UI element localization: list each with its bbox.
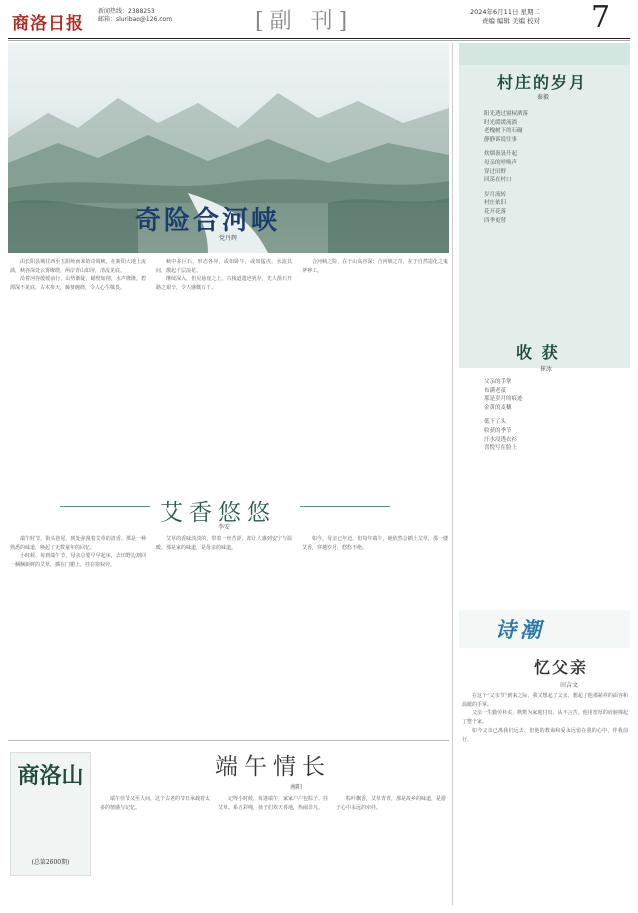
article1-paragraph: 峡中多巨石，形态各异，或如卧牛，或如猛虎，水流其间，激起千层浪花。 — [156, 259, 292, 274]
poem3-paragraph: 在这个“父亲节”到来之际，我又想起了父亲，想起了他那慈祥的面容和温暖的手掌。 — [462, 693, 628, 708]
article2-paragraph: 小时候，每到端午节，母亲总要早早起床，去田野边割回一捆捆新鲜的艾草，插在门楣上，挂在窗棂旁。 — [10, 553, 146, 569]
article3-column-3 — [336, 795, 446, 905]
poem-line: 岁月流转 — [484, 191, 507, 198]
poem-line: 静静诉说往事 — [484, 136, 518, 143]
newspaper-logo: 商洛日报 — [12, 14, 84, 34]
poem-line: 花开花落 — [484, 208, 507, 215]
poem2-body — [484, 378, 614, 453]
poem-line: 喜悦写在脸上 — [484, 445, 518, 452]
article3-title: 端午情长 — [215, 754, 331, 780]
poem-line: 那是岁月的痕迹 — [484, 396, 523, 403]
poem1-title: 村庄的岁月 — [497, 73, 588, 92]
article2-column-2 — [156, 535, 292, 735]
shangluoshan-logo-box — [10, 752, 91, 876]
poem-line: 炊烟袅袅升起 — [484, 151, 518, 158]
article1-paragraph: 合河峡之险，在于山高谷深；合河峡之奇，在于自然造化之鬼斧神工。 — [302, 259, 448, 274]
header-contact — [98, 8, 172, 24]
header-date — [470, 8, 540, 26]
article2-title: 艾香悠悠 — [160, 500, 276, 526]
email-text: 邮箱：sluribao@126.com — [98, 16, 173, 23]
poem2-author: 崔冰 — [540, 366, 553, 373]
poem-line: 金黄的麦穗 — [484, 404, 512, 411]
article1-column-1 — [10, 258, 146, 486]
article1-column-3 — [302, 258, 448, 486]
poem3-author: 田吉文 — [560, 682, 579, 689]
poem-line: 布满老茧 — [484, 387, 507, 394]
article2-author: 李安 — [218, 524, 231, 531]
article1-paragraph: 继续深入，但见悬崖之上，古栈道遗迹犹存，先人凿石开路之艰辛，令人感慨万千。 — [156, 276, 292, 292]
poem-line: 老槐树下的石碾 — [484, 128, 523, 135]
poem3-paragraph: 父亲一生勤劳朴实，默默为家庭付出，从不言苦。他用宽厚的肩膀撑起了整个家。 — [462, 710, 628, 726]
header-divider-thin — [8, 40, 630, 41]
poem2-title: 收 获 — [516, 343, 560, 362]
poem-line: 汗水浸透衣衫 — [484, 436, 518, 443]
poem-line: 时光缓缓流淌 — [484, 119, 518, 126]
poem1-body — [484, 110, 614, 225]
poem-line: 收获的季节 — [484, 427, 512, 434]
section-title: [副 刊] — [255, 9, 354, 34]
article1-column-2 — [156, 258, 292, 486]
header-divider — [8, 38, 630, 39]
title-rule-left — [60, 506, 150, 507]
article2-column-3 — [302, 535, 448, 735]
article2-paragraph: 如今，母亲已年迈，但每年端午，她依然会插上艾草，那一缕艾香，穿越岁月，悠悠不绝。 — [302, 536, 448, 551]
article2-column-1 — [10, 535, 146, 735]
poem-line: 四季更替 — [484, 217, 507, 224]
article2-paragraph: 端午时节，街头巷尾，到处弥漫着艾草的清香。那是一种熟悉的味道，唤起了无数童年的回忆。 — [10, 536, 146, 551]
article3-paragraph: 记得小时候，每逢端午，家家户户包粽子、挂艾草、系五彩绳，孩子们欢天喜地，热闹非凡。 — [218, 796, 328, 811]
poem-line: 低下了头 — [484, 419, 507, 426]
article2-paragraph: 艾草的香味淡淡的，带着一丝苦涩，却让人感到安宁与温暖。那是家的味道，是母亲的味道。 — [156, 536, 292, 551]
title-rule-right — [300, 506, 390, 507]
article1-paragraph: 由长阳县城往西至五阳岭而来的奇境峡，在新阳大地上流淌，峡谷深处云雾缭绕，两岸青山如屏，清流见底。 — [10, 259, 146, 274]
poem1-author: 秦毅 — [537, 94, 550, 101]
article3-paragraph: 粽叶飘香，艾草青青，那是故乡的味道，是游子心中永远的牵挂。 — [336, 796, 446, 811]
poem-line: 阳光透过窗棂洒落 — [484, 111, 529, 117]
article3-paragraph: 端午佳节又至人间，这个古老的节日承载着太多的情感与记忆。 — [100, 796, 210, 811]
hero-title: 奇险合河峡 — [135, 206, 281, 236]
article1-paragraph: 沿着河谷缓缓前行，山势渐陡，峭壁如削，水声隆隆，碧潭深不见底，古木参天，藤萝缠绕，令人心生敬畏。 — [10, 276, 146, 292]
editors-text: 责编 编辑 美编 校对 — [481, 17, 541, 25]
poetry-banner-label: 诗潮 — [495, 617, 545, 642]
column-separator — [452, 43, 453, 905]
poem3-paragraph: 如今父亲已离我们远去，但他的教诲和爱永远留在我的心中，伴我前行。 — [462, 727, 628, 743]
article3-column-1 — [100, 795, 210, 905]
poem-line: 父亲的手掌 — [484, 379, 512, 385]
ad-issue: (总第2600期) — [31, 859, 70, 866]
ad-name: 商洛山 — [17, 763, 84, 789]
poem3-title: 忆父亲 — [534, 658, 589, 677]
poem-line: 回荡在村口 — [484, 177, 512, 184]
poem3-body — [462, 692, 628, 904]
hotline-text: 新闻热线：2388253 — [98, 8, 155, 15]
hero-author: 党丹辉 — [219, 235, 238, 242]
poem-line: 村庄依旧 — [484, 200, 507, 207]
poem-line: 母亲的呼唤声 — [484, 159, 518, 166]
section-divider — [8, 740, 449, 741]
page-number: 7 — [591, 0, 611, 35]
right-panel-header-band — [459, 43, 630, 65]
poem-line: 穿过田野 — [484, 168, 507, 175]
date-text: 2024年6月11日 星期二 — [470, 8, 541, 16]
article3-author: 南阳 — [290, 784, 303, 791]
article3-column-2 — [218, 795, 328, 905]
